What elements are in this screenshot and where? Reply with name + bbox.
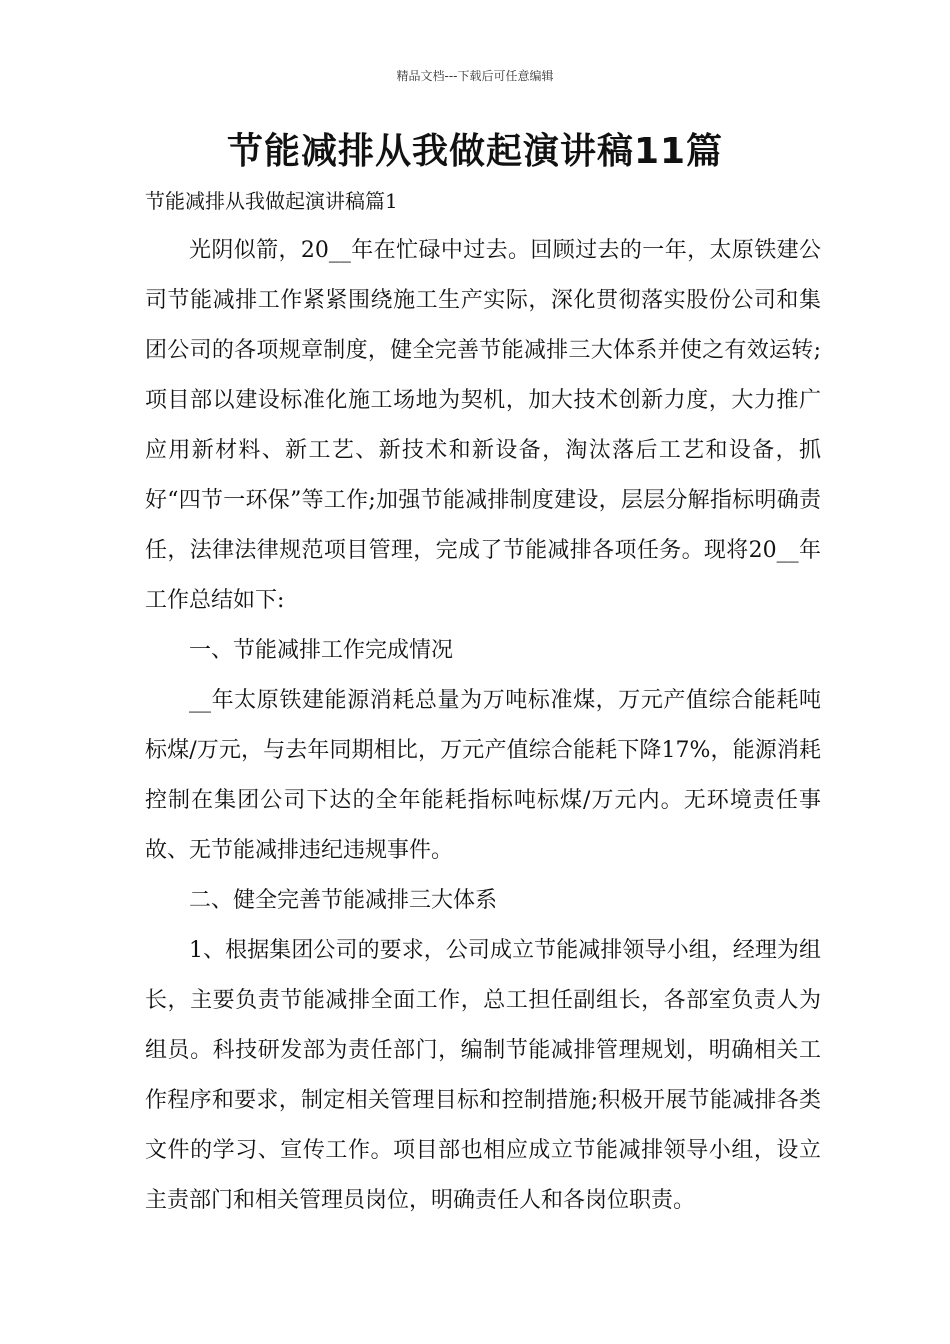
section-heading-1: 一、节能减排工作完成情况 [189,638,454,663]
header-note: 精品文档---下载后可任意编辑 [396,69,554,83]
paragraph-intro: 光阴似箭，20__年在忙碌中过去。回顾过去的一年，太原铁建公司节能减排工作紧紧围绕施工生产实际，深化贯彻落实股份公司和集团公司的各项规章制度，健全完善节能减排三大体系并使之有效运转;项目部以建设标准化施工场地为契机，加大技术创新力度，大力推广应用新材料、新工艺、新技术和新设备，淘汰落后工艺和设备，抓好“四节一环保”等工作;加强节能减排制度建设，层层分解指标明确责任，法律法律规范项目管理，完成了节能减排各项任务。现将20__年工作总结如下: [145,238,821,613]
paragraph-leadership: 1、根据集团公司的要求，公司成立节能减排领导小组，经理为组长，主要负责节能减排全面工作，总工担任副组长，各部室负责人为组员。科技研发部为责任部门，编制节能减排管理规划，明确相关工作程序和要求，制定相关管理目标和控制措施;积极开展节能减排各类文件的学习、宣传工作。项目部也相应成立节能减排领导小组，设立主责部门和相关管理员岗位，明确责任人和各岗位职责。 [145,938,821,1213]
document-title: 节能减排从我做起演讲稿11篇 [226,131,724,172]
document-body [145,226,821,1226]
paragraph-energy: __年太原铁建能源消耗总量为万吨标准煤，万元产值综合能耗吨标煤/万元，与去年同期相比，万元产值综合能耗下降17%，能源消耗控制在集团公司下达的全年能耗指标吨标煤/万元内。无环境责任事故、无节能减排违纪违规事件。 [145,688,821,863]
section-heading-2: 二、健全完善节能减排三大体系 [189,888,498,913]
section-subtitle: 节能减排从我做起演讲稿篇1 [145,189,398,213]
